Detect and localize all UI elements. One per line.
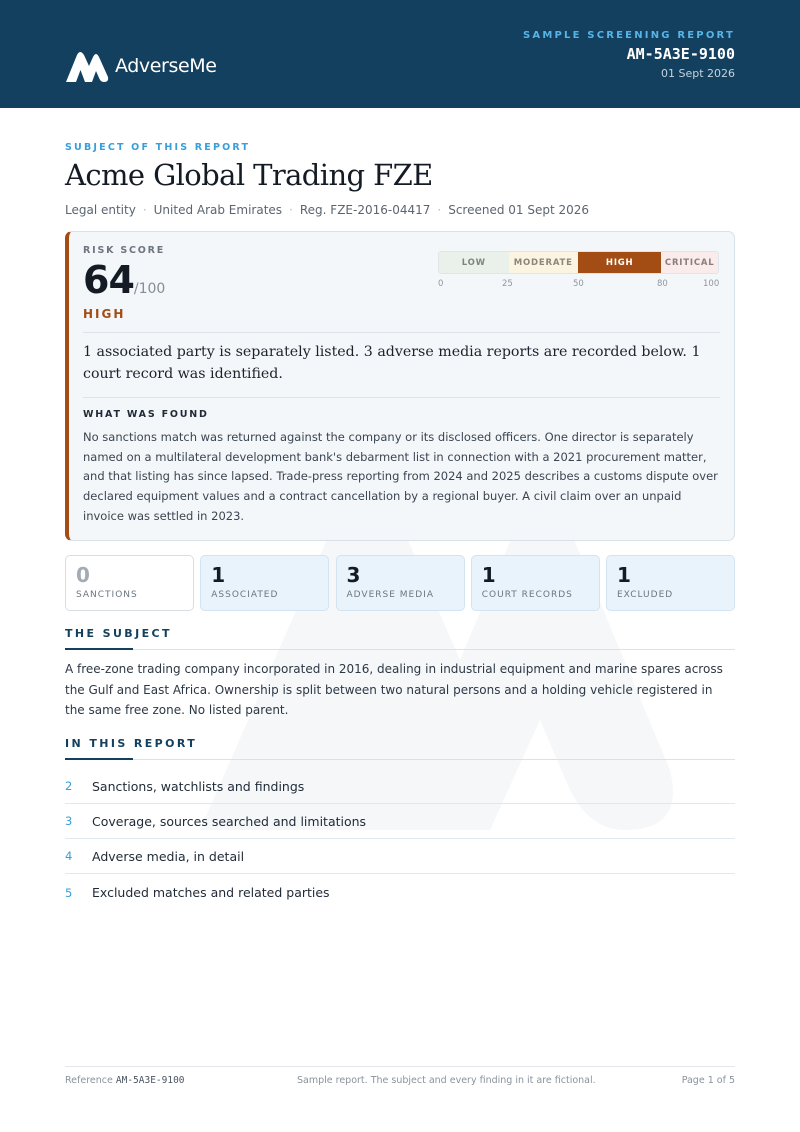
toc-item[interactable] bbox=[65, 804, 735, 839]
section-rule bbox=[133, 759, 735, 760]
risk-score-max: /100 bbox=[133, 281, 166, 297]
entity-type: Legal entity bbox=[65, 203, 136, 217]
toc-page-number: 3 bbox=[65, 814, 73, 828]
toc-item-label: Excluded matches and related parties bbox=[92, 885, 330, 900]
footer-reference bbox=[65, 1075, 185, 1086]
risk-score-value: 64 bbox=[83, 258, 134, 302]
footer-rule bbox=[65, 1066, 735, 1067]
stat-label: EXCLUDED bbox=[617, 590, 674, 600]
stat-value: 1 bbox=[211, 563, 226, 587]
stat-value: 0 bbox=[76, 563, 90, 587]
risk-score-label: RISK SCORE bbox=[83, 245, 166, 256]
subject-meta bbox=[65, 203, 589, 217]
toc-item-label: Coverage, sources searched and limitations bbox=[92, 813, 367, 829]
scale-tick: 25 bbox=[502, 279, 513, 289]
section-title-toc: IN THIS REPORT bbox=[65, 737, 198, 750]
brand-name: AdverseMe bbox=[115, 55, 217, 77]
stat-court-records bbox=[471, 555, 600, 611]
registration-number: Reg. FZE-2016-04417 bbox=[299, 203, 431, 217]
stat-associated bbox=[200, 555, 329, 611]
divider bbox=[83, 332, 720, 333]
scale-tick: 0 bbox=[438, 279, 444, 289]
subject-description: A free-zone trading company incorporated in 2016, dealing in industrial equipment and marine spares across the Gulf and East Africa. Ownership is split between two natural persons and a holding vehicle registered in the same free zone. No listed parent. bbox=[65, 662, 723, 717]
subject-kicker: SUBJECT OF THIS REPORT bbox=[65, 142, 251, 153]
footer-reference-value: AM-5A3E-9100 bbox=[115, 1075, 185, 1086]
toc-item[interactable] bbox=[65, 769, 735, 804]
stat-label: SANCTIONS bbox=[76, 590, 138, 600]
report-id-block bbox=[523, 30, 735, 80]
stat-value: 3 bbox=[346, 563, 361, 587]
stat-value: 1 bbox=[481, 563, 496, 587]
brand-logo bbox=[64, 49, 217, 83]
risk-score bbox=[83, 258, 165, 302]
separator-dot: · bbox=[437, 203, 442, 217]
report-kicker: SAMPLE SCREENING REPORT bbox=[523, 30, 735, 41]
stat-excluded bbox=[606, 555, 735, 611]
stat-label: COURT RECORDS bbox=[481, 590, 573, 600]
risk-level: HIGH bbox=[83, 307, 126, 321]
footer-note: Sample report. The subject and every finding in it are fictional. bbox=[297, 1075, 596, 1086]
risk-scale bbox=[438, 251, 719, 274]
report-header bbox=[0, 0, 800, 108]
findings-summary bbox=[65, 555, 735, 611]
toc-page-number: 2 bbox=[65, 779, 73, 793]
page-number: Page 1 of 5 bbox=[681, 1075, 735, 1086]
divider bbox=[83, 397, 720, 398]
toc-item-label: Adverse media, in detail bbox=[92, 848, 245, 864]
toc-item-label: Sanctions, watchlists and findings bbox=[92, 778, 305, 794]
footer-reference-label: Reference bbox=[65, 1075, 113, 1086]
adverseme-logo-icon bbox=[64, 49, 110, 83]
stat-sanctions bbox=[65, 555, 194, 611]
scale-tick: 100 bbox=[703, 279, 720, 289]
risk-score-card bbox=[65, 231, 735, 541]
toc-page-number: 5 bbox=[65, 885, 73, 900]
scale-segment-critical: CRITICAL bbox=[661, 252, 718, 273]
what-was-found-text: No sanctions match was returned against the company or its disclosed officers. One director is separately named on a multilateral development bank's debarment list in connection with a 2021 procurement matter, and that listing has since lapsed. Trade-press reporting from 2024 and 2025 describes a customs dispute over declared equipment values and a contract cancellation by a regional buyer. A civil claim over an unpaid invoice was settled in 2023. bbox=[83, 430, 718, 523]
report-date: 01 Sept 2026 bbox=[660, 67, 735, 80]
stat-label: ADVERSE MEDIA bbox=[346, 590, 434, 600]
screened-date: Screened 01 Sept 2026 bbox=[448, 203, 590, 217]
toc-item[interactable] bbox=[65, 839, 735, 874]
section-title-subject: THE SUBJECT bbox=[65, 627, 172, 640]
section-rule bbox=[65, 758, 133, 760]
section-rule bbox=[65, 648, 133, 650]
separator-dot: · bbox=[142, 203, 147, 217]
report-reference: AM-5A3E-9100 bbox=[626, 45, 735, 63]
toc-item[interactable] bbox=[65, 875, 735, 910]
scale-tick: 50 bbox=[573, 279, 584, 289]
jurisdiction: United Arab Emirates bbox=[153, 203, 283, 217]
scale-segment-low: LOW bbox=[439, 252, 509, 273]
stat-adverse-media bbox=[336, 555, 465, 611]
scale-segment-moderate: MODERATE bbox=[509, 252, 579, 273]
stat-value: 1 bbox=[617, 563, 631, 587]
separator-dot: · bbox=[289, 203, 293, 217]
section-rule bbox=[133, 649, 735, 650]
risk-summary: 1 associated party is separately listed. 3 adverse media reports are recorded below. 1 court record was identified. bbox=[83, 344, 701, 382]
subject-name: Acme Global Trading FZE bbox=[65, 158, 433, 192]
what-was-found-label: WHAT WAS FOUND bbox=[83, 409, 209, 420]
scale-segment-high: HIGH bbox=[578, 252, 661, 273]
stat-label: ASSOCIATED bbox=[211, 590, 279, 600]
scale-tick: 80 bbox=[657, 279, 668, 289]
toc-page-number: 4 bbox=[65, 849, 73, 863]
